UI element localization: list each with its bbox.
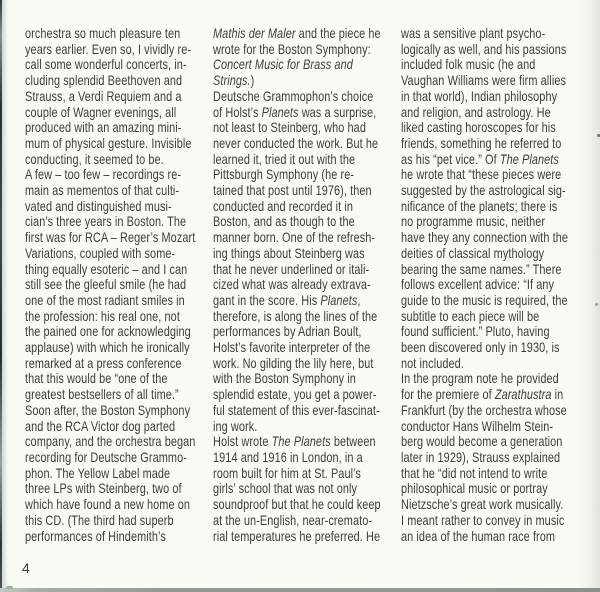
text-line: Pittsburgh Symphony (he re- <box>213 166 355 183</box>
text-line: couple of Wagner evenings, all <box>25 103 177 120</box>
text-line: guide to the music is required, the <box>401 291 568 308</box>
text-line: that this would be “one of the <box>25 370 168 387</box>
text-line: tained that post until 1976), then <box>213 182 372 199</box>
text-line: work. No gilding the lily here, but <box>213 354 374 371</box>
text-line: have they any connection with the <box>401 229 569 246</box>
text-line: greatest bestsellers of all time.” <box>25 386 179 403</box>
text-line: never conducted the work. But he <box>213 134 379 151</box>
text-line: with the Boston Symphony in <box>213 370 356 387</box>
text-line: liked casting horoscopes for his <box>401 119 556 136</box>
text-line: performances of Hindemith’s <box>25 527 166 544</box>
text-line: applause) with which he ironically <box>25 339 190 356</box>
text-line: subtitle to each piece will be <box>401 307 540 324</box>
text-line: cian’s three years in Boston. The <box>25 213 187 230</box>
text-line: and the RCA Victor dog parted <box>25 417 176 434</box>
text-line: Frankfurt (by the orchestra whose <box>401 401 567 418</box>
text-line: soundproof but that he could keep <box>213 496 381 513</box>
text-line: ful statement of this ever-fascinat- <box>213 401 380 418</box>
text-line: three LPs with Steinberg, two of <box>25 480 182 497</box>
text-line: remarked at a press conference <box>25 354 182 371</box>
page-number: 4 <box>22 560 30 576</box>
text-line: that he never underlined or itali- <box>213 260 370 277</box>
text-line: conducting, it seemed to be. <box>25 150 164 167</box>
text-line: later in 1929), Strauss explained <box>401 448 561 465</box>
text-line: cluding splendid Beethoven and <box>25 72 183 89</box>
text-line: Strauss, a Verdi Requiem and a <box>25 87 182 104</box>
text-line: learned it, tried it out with the <box>213 150 356 167</box>
text-line: I meant rather to convey in music <box>401 511 565 528</box>
text-line: philosophical music or portray <box>401 480 548 497</box>
text-line: In the program note he provided <box>401 370 559 387</box>
text-line: the pained one for acknowledging <box>25 323 191 340</box>
column-text <box>401 26 580 544</box>
text-line: nificance of the planets; there is <box>401 197 558 214</box>
scan-speck <box>6 586 13 589</box>
text-line: Holst wrote The Planets between <box>213 433 376 450</box>
text-line: manner born. One of the refresh- <box>213 229 376 246</box>
text-line: company, and the orchestra began <box>25 433 196 450</box>
column-text <box>213 26 392 544</box>
text-line: 1914 and 1916 in London, in a <box>213 448 363 465</box>
text-line: Variations, coupled with some- <box>25 244 176 261</box>
text-line: Boston, and as though to the <box>213 213 355 230</box>
text-line: suggested by the astrological sig- <box>401 182 566 199</box>
text-line: ing things about Steinberg was <box>213 244 365 261</box>
text-line: friends, something he referred to <box>401 134 562 151</box>
text-line: thing equally esoteric – and I can <box>25 260 188 277</box>
text-line: Nietzsche’s great work musically. <box>401 496 564 513</box>
text-line: mum of physical gesture. Invisible <box>25 134 192 151</box>
text-column-3 <box>401 26 600 544</box>
text-line: main as mementos of that culti- <box>25 182 180 199</box>
text-line: conductor Hans Wilhelm Stein- <box>401 417 554 434</box>
text-line: performances by Adrian Boult, <box>213 323 362 340</box>
text-line: Deutsche Grammophon’s choice <box>213 87 374 104</box>
text-line: found sufficient.” Pluto, having <box>401 323 550 340</box>
text-line: A few – too few – recordings re- <box>25 166 182 183</box>
text-line: Concert Music for Brass and <box>213 56 353 73</box>
text-line: recording for Deutsche Grammo- <box>25 448 187 465</box>
text-line: as his “pet vice.” Of The Planets <box>401 150 559 167</box>
text-line: Holst’s favorite interpreter of the <box>213 339 371 356</box>
text-line: that he “did not intend to write <box>401 464 548 481</box>
column-text <box>25 26 204 544</box>
text-line: in that world), Indian philosophy <box>401 87 558 104</box>
text-line: room built for him at St. Paul’s <box>213 464 361 481</box>
text-line: vated and distinguished musi- <box>25 197 172 214</box>
text-line: years earlier. Even so, I vividly re- <box>25 40 192 57</box>
text-line: included folk music (he and <box>401 56 536 73</box>
text-line: Soon after, the Boston Symphony <box>25 401 191 418</box>
text-line: for the premiere of Zarathustra in <box>401 386 564 403</box>
text-line: bearing the same names.” There <box>401 260 562 277</box>
text-line: Vaughan Williams were firm allies <box>401 72 567 89</box>
text-line: was a sensitive plant psycho- <box>401 25 546 41</box>
text-line: gant in the score. His Planets, <box>213 291 361 308</box>
text-line: produced with an amazing mini- <box>25 119 182 136</box>
text-line: Mathis der Maler and the piece he <box>213 25 381 41</box>
text-line: logically as well, and his passions <box>401 40 567 57</box>
text-line: been discovered only in 1930, is <box>401 339 560 356</box>
text-line: deities of classical mythology <box>401 244 545 261</box>
text-line: phon. The Yellow Label made <box>25 464 171 481</box>
text-line: and religion, and astrology. He <box>401 103 551 120</box>
text-line: not included. <box>401 354 464 371</box>
text-line: call some wonderful concerts, in- <box>25 56 187 73</box>
text-line: he wrote that “these pieces were <box>401 166 562 183</box>
text-line: first was for RCA – Reger’s Mozart <box>25 229 196 246</box>
text-line: of Holst’s Planets was a surprise, <box>213 103 377 120</box>
text-line: not least to Steinberg, who had <box>213 119 366 136</box>
text-line: at the un-English, near-cremato- <box>213 511 373 528</box>
text-line: the profession: his real one, not <box>25 307 180 324</box>
text-line: conducted and recorded it in <box>213 197 353 214</box>
scan-edge-left-light <box>2 0 8 592</box>
text-line: still see the gleeful smile (he had <box>25 276 187 293</box>
text-line: Strings.) <box>213 72 255 89</box>
text-line: splendid estate, you get a power- <box>213 386 377 403</box>
text-line: orchestra so much pleasure ten <box>25 25 181 41</box>
text-line: girls’ school that was not only <box>213 480 358 497</box>
text-line: berg would become a generation <box>401 433 563 450</box>
text-line: wrote for the Boston Symphony: <box>213 40 371 57</box>
text-line: no programme music, neither <box>401 213 546 230</box>
text-line: this CD. (The third had superb <box>25 511 174 528</box>
text-line: rial temperatures he preferred. He <box>213 527 381 544</box>
scan-edge-bottom <box>0 588 600 592</box>
text-line: one of the most radiant smiles in <box>25 291 185 308</box>
text-line: which have found a new home on <box>25 496 191 513</box>
text-line: an idea of the human race from <box>401 527 556 544</box>
text-line: therefore, is along the lines of the <box>213 307 378 324</box>
text-line: cized what was already extrava- <box>213 276 371 293</box>
text-line: ing work. <box>213 417 258 434</box>
text-line: follows excellent advice: “If any <box>401 276 555 293</box>
